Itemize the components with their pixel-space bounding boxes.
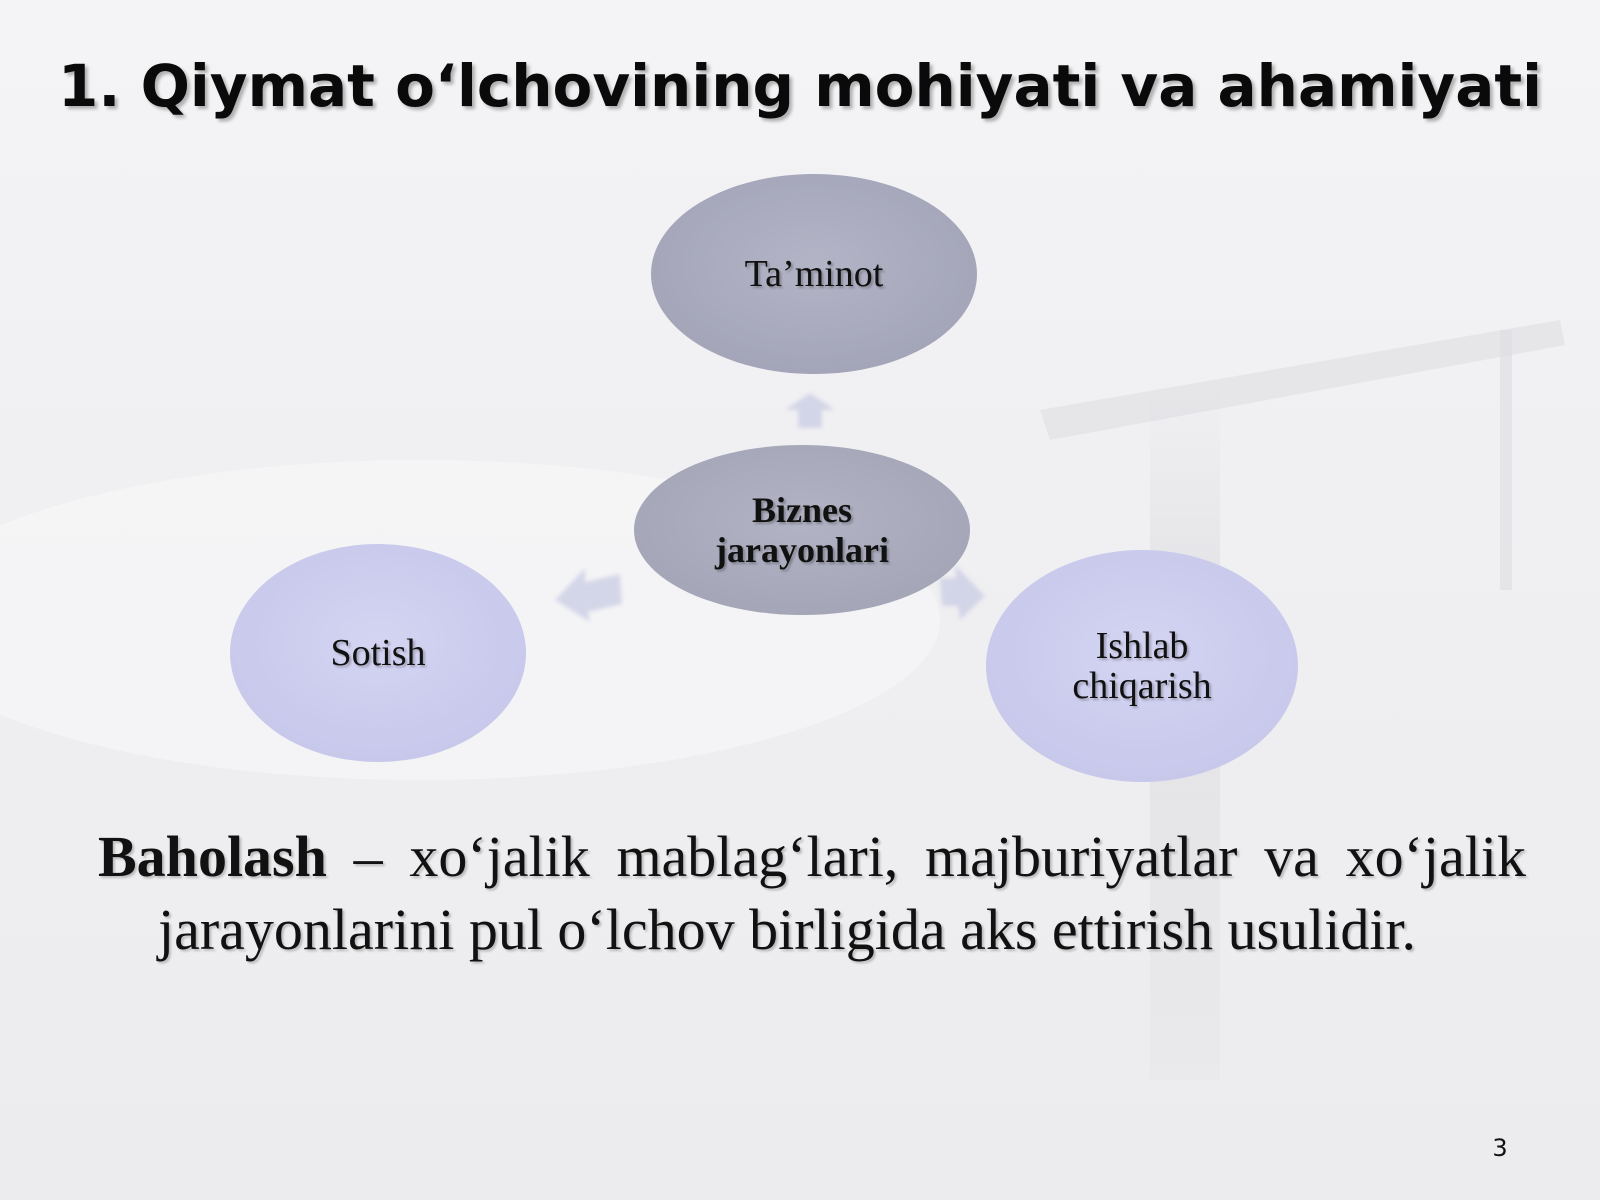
arrow-up-icon [785,393,835,428]
definition-text: – xo‘jalik mablag‘lari, majburiyatlar va xo‘jalik jarayonlarini pul o‘lchov birligida aks ettirish usulidir. [158,824,1526,962]
node-ishlab-label [986,550,1298,782]
node-biznes-label [634,445,970,615]
taminot-text: Ta’minot [744,253,884,295]
node-sotish-label [230,544,526,762]
node-taminot-label [654,174,974,374]
page-number: 3 [1492,1134,1508,1162]
arrow-left-icon [555,568,622,622]
definition-term: Baholash [98,824,327,889]
biznes-line2: jarayonlari [715,530,889,570]
ishlab-line1: Ishlab [1095,625,1189,667]
sotish-text: Sotish [330,632,426,674]
ishlab-line2: chiqarish [1072,665,1212,707]
slide-title: 1. Qiymat o‘lchovining mohiyati va ahamiyati [58,52,1542,120]
biznes-line1: Biznes [751,490,852,530]
definition-paragraph [98,820,1526,966]
